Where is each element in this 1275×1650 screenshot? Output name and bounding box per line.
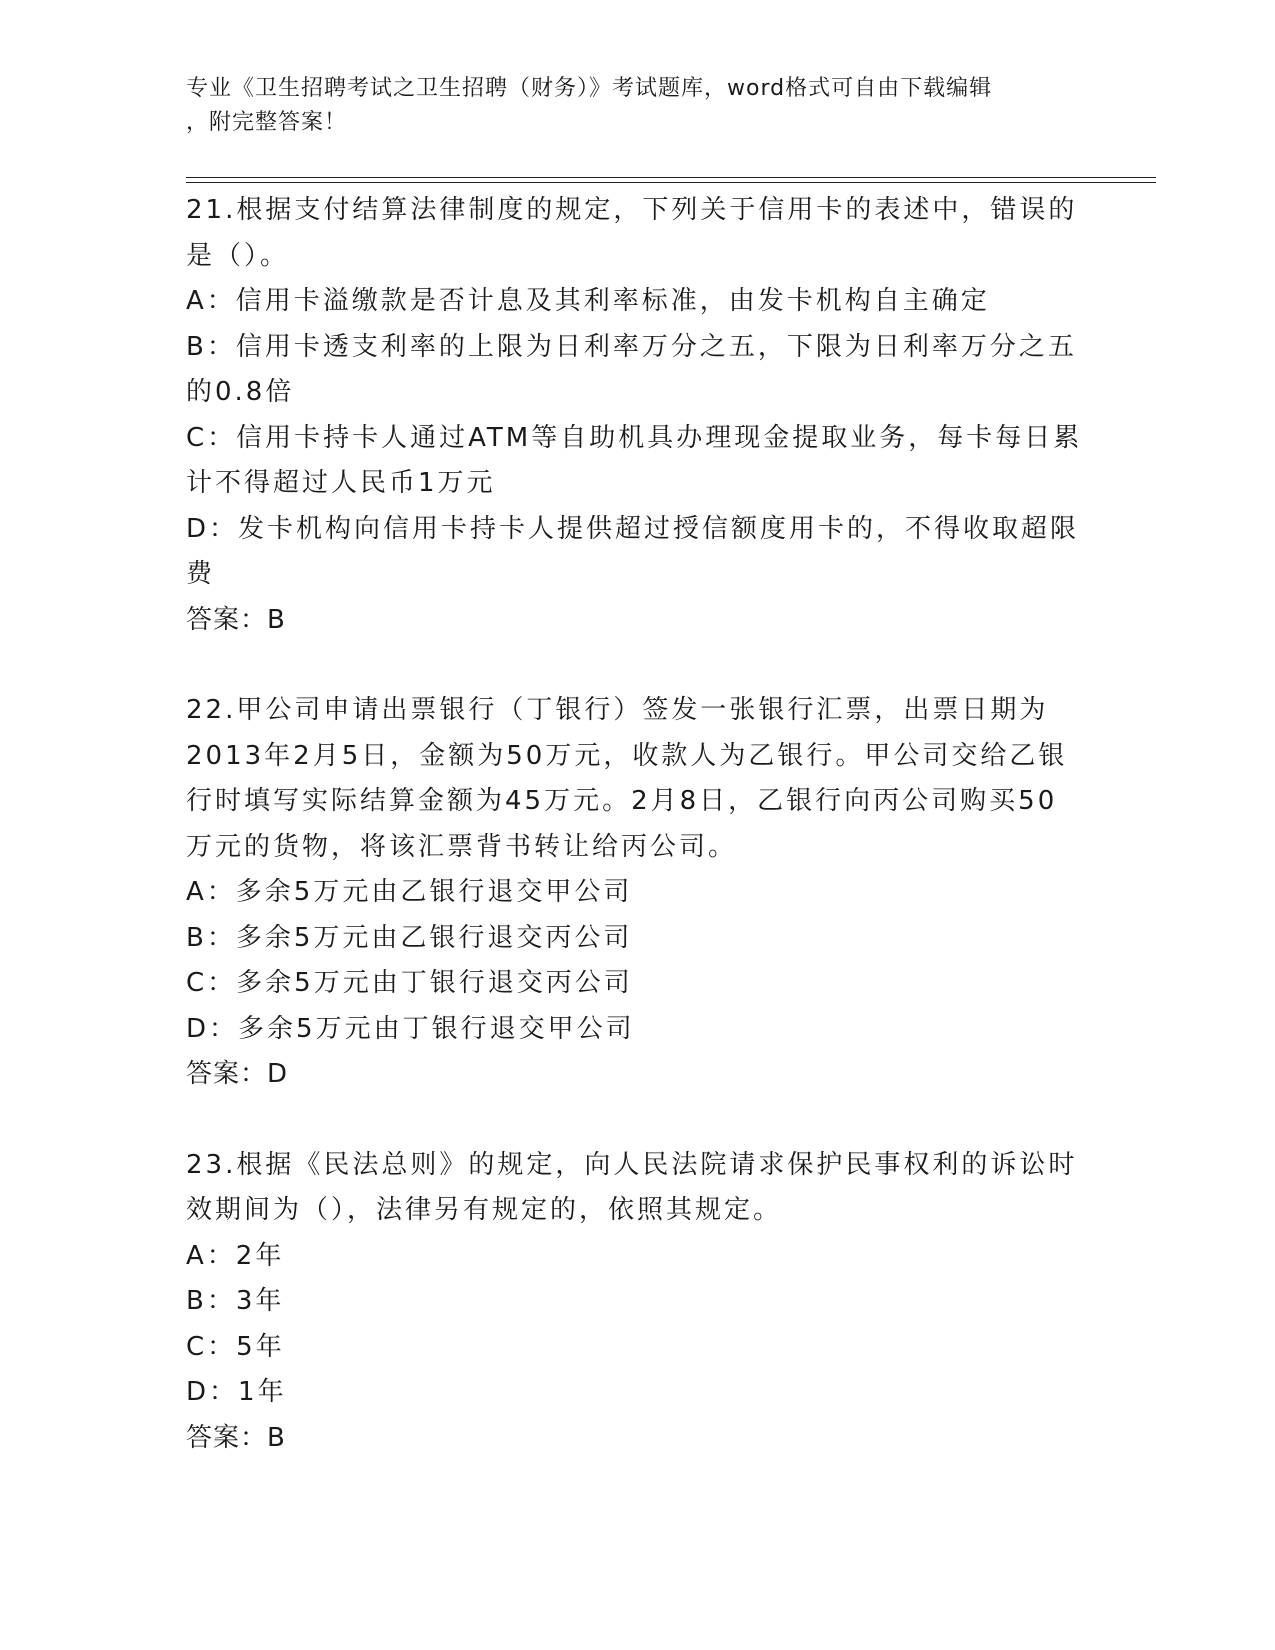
question-spacer: [186, 643, 1086, 688]
document-header: [186, 72, 1066, 140]
header-line-1: 专业《卫生招聘考试之卫生招聘（财务）》考试题库，word格式可自由下载编辑: [186, 76, 993, 101]
question-21: [186, 188, 1086, 643]
option-c: C：多余5万元由丁银行退交丙公司: [186, 968, 633, 998]
question-23: [186, 1143, 1086, 1462]
answer-line: 答案：B: [186, 1422, 286, 1453]
option-a: A：2年: [186, 1240, 285, 1271]
question-stem: 21.根据支付结算法律制度的规定，下列关于信用卡的表述中，错误的是（）。: [186, 195, 1078, 271]
question-list: [186, 188, 1086, 1461]
option-c: C：信用卡持卡人通过ATM等自助机具办理现金提取业务，每卡每日累计不得超过人民币1万元: [186, 422, 1083, 498]
answer-line: 答案：D: [186, 1059, 289, 1089]
option-d: D：1年: [186, 1377, 287, 1407]
header-rule-bottom: [186, 182, 1156, 183]
header-rule-top: [186, 177, 1156, 178]
header-line-2: ，附完整答案！: [186, 110, 348, 135]
option-a: A：多余5万元由乙银行退交甲公司: [186, 877, 633, 907]
question-stem: 23.根据《民法总则》的规定，向人民法院请求保护民事权利的诉讼时效期间为（），法律另有规定的，依照其规定。: [186, 1149, 1078, 1225]
option-d: D：多余5万元由丁银行退交甲公司: [186, 1013, 635, 1044]
answer-line: 答案：B: [186, 604, 286, 635]
question-spacer: [186, 1098, 1086, 1143]
question-stem: 22.甲公司申请出票银行（丁银行）签发一张银行汇票，出票日期为2013年2月5日，金额为50万元，收款人为乙银行。甲公司交给乙银行时填写实际结算金额为45万元。2月8日，乙银行向丙公司购买50万元的货物，将该汇票背书转让给丙公司。: [186, 695, 1068, 862]
option-b: B：3年: [186, 1286, 285, 1316]
option-b: B：多余5万元由乙银行退交丙公司: [186, 922, 633, 953]
question-22: [186, 688, 1086, 1098]
option-d: D：发卡机构向信用卡持卡人提供超过授信额度用卡的，不得收取超限费: [186, 513, 1080, 589]
option-a: A：信用卡溢缴款是否计息及其利率标准，由发卡机构自主确定: [186, 286, 990, 316]
option-c: C：5年: [186, 1331, 285, 1362]
option-b: B：信用卡透支利率的上限为日利率万分之五，下限为日利率万分之五的0.8倍: [186, 331, 1077, 407]
